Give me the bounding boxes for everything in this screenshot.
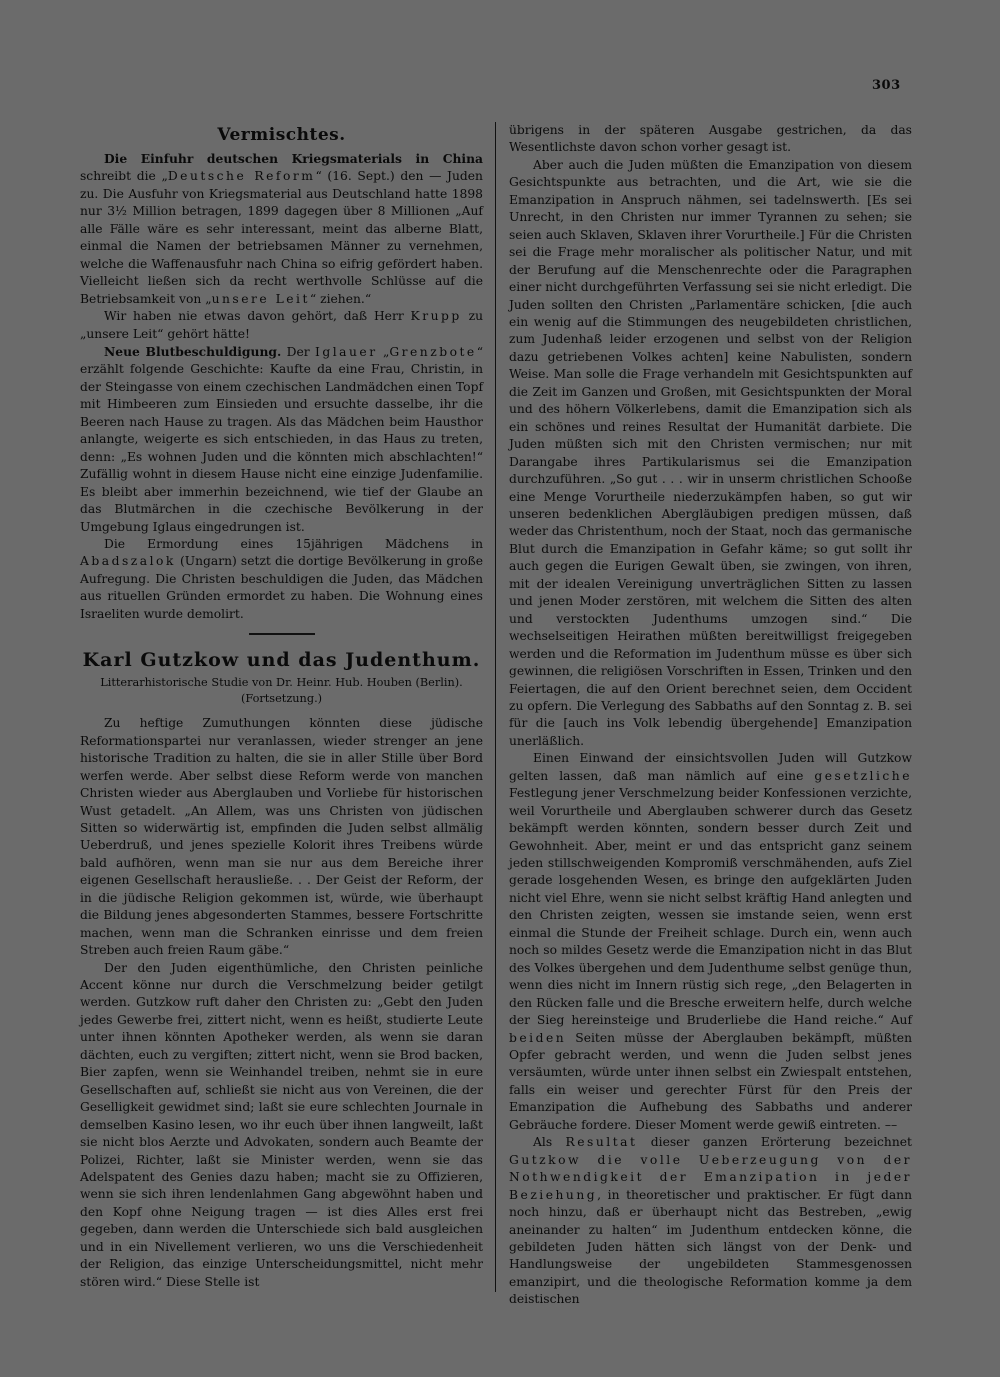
right-column <box>509 122 912 1309</box>
spaced-text: beiden <box>509 1030 567 1045</box>
paragraph-lead: Neue Blutbeschuldigung. <box>104 343 282 359</box>
text-run: (Ungarn) setzt die dortige Bevölkerung in große Aufregung. Die Christen beschuldigen die Juden, das Mädchen aus rituellen Gründen ermordet zu haben. Die Wohnung eines Israeliten wurde demolirt. <box>80 554 483 621</box>
text-run: Die Ermordung eines 15jährigen Mädchens in <box>104 536 483 551</box>
text-run: Seiten müsse der Aberglauben bekämpft, müßten Opfer gebracht werden, und wenn die Juden selbst jenes versäumten, würde unter ihnen selbst ein Zwiespalt entstehen, falls ein weiser und gerechter Fürst für den Preis der Emanzipation die Aufhebung des Sabbaths und anderer Gebräuche fordere. Dieser Moment werde gewiß eintreten. –– <box>509 1030 912 1132</box>
paragraph: Der den Juden eigenthümliche, den Christen peinliche Accent könne nur durch die Verschmelzung beider getilgt werden. Gutzkow ruft daher den Christen zu: „Gebt den Juden jedes Gewerbe frei, zittert nicht, wenn es heißt, studierte Leute unter ihnen könnten Apotheker werden, als wenn sie daran dächten, euch zu vergiften; zittert nicht, wenn sie Brod backen, Bier zapfen, wenn sie Weinhandel treiben, nehmt sie in eure Gesellschaften auf, schließt sie nicht aus von Vereinen, die der Geselligkeit gewidmet sind; laßt sie eure schlechten Journale in demselben Kasino lesen, wo ihr euch über ihnen langweilt, laßt sie nicht blos Aerzte und Advokaten, sondern auch Beamte der Polizei, Richter, laßt sie Minister werden, wenn sie das Adelspatent des Genies dazu haben; macht sie zu Offizieren, wenn sie sich ihren lendenlahmen Gang abgewöhnt haben und den Kopf ohne Neigung tragen — ist dies Alles erst frei gegeben, dann werden die Unterschiede sich bald ausgleichen und in ein Nivellement verlieren, wo uns die Verschiedenheit der Religion, das einzige Unterscheidungsmittel, nicht mehr stören wird.“ Diese Stelle ist <box>80 960 483 1289</box>
text-run: Als <box>533 1135 566 1150</box>
text-run: zu „unsere Leit“ gehört hätte! <box>80 309 483 341</box>
spaced-text: unsere Leit <box>211 291 310 306</box>
text-run: , in theoretischer und praktischer. Er fügt dann noch hinzu, daß er überhaupt nicht das Bestreben, „ewig aneinander zu halten“ im Judenthum entdecken könne, die gebildeten Juden hätten sich längst von der Denk- und Handlungsweise der ungebildeten Stammesgenossen emanzipirt, und die theologische Reformation komme ja dem deistischen <box>509 1187 912 1307</box>
text-run: Einen Einwand der einsichtsvollen Juden will Gutzkow gelten lassen, daß man nämlich auf eine <box>509 751 912 783</box>
paragraph-lead: Die Einfuhr deutschen Kriegsmaterials in China <box>104 151 483 166</box>
text-run: Festlegung jener Verschmelzung beider Konfessionen verzichte, weil Vorurtheile und Aberglauben schwerer durch das Gesetz bekämpft werden könnten, sondern besser durch Zeit und Gewohnheit. Aber, meint er und das entspricht ganz seinem jeden stillschweigenden Kompromiß verschmähenden, aufs Ziel gerade losgehenden Wesen, es bringe den aufgeklärten Juden nicht viel Ehre, wenn sie nicht selbst kräftig Hand anlegten und den Christen zeigten, wessen sie imstande seien, wenn erst einmal die Stunde der Freiheit schlage. Durch ein, wenn auch noch so mildes Gesetz werde die Emanzipation nicht in das Blut des Volkes übergehen und dem Judenthume selbst genüge thun, wenn dies nicht im Innern rüstig sich rege, „den Belagerten in den Rücken falle und die Bresche erweitern helfe, durch welche der Sieg hereinsteige und Bruderliebe die Hand reiche.“ Auf <box>509 786 912 1028</box>
spaced-text: Grenzbote <box>389 344 477 359</box>
paragraph <box>80 150 483 308</box>
spaced-text: Iglauer <box>315 344 378 359</box>
page-number: 303 <box>872 78 901 93</box>
column-rule <box>495 122 496 1292</box>
article-continuation: (Fortsetzung.) <box>240 692 323 706</box>
text-run: „ <box>377 344 390 359</box>
paragraph: Aber auch die Juden müßten die Emanzipation von diesem Gesichtspunkte aus betrachten, und die Art, wie sie die Emanzipation in Anspruch nähmen, sei tadelnswerth. [Es sei Unrecht, in den Christen nur immer Tyrannen zu sehen; sie seien auch Sklaven, Sklaven ihrer Vorurtheile.] Für die Christen sei die Frage mehr moralischer als politischer Natur, und mit der Berufung auf die Menschenrechte oder die Paragraphen einer nicht durchgeführten Verfassung sei sie nicht erledigt. Die Juden sollten den Christen „Parlamentäre schicken, [die auch ein wenig auf die Stimmungen des neugebildeten christlichen, zum Judenhaß leider erzogenen und selbst von der Religion dazu getriebenen Volkes achten] keine Nabulisten, sondern Weise. Man solle die Frage verhandeln mit Gesichtspunkten auf die Zeit im Ganzen und Großen, mit Gesichtspunkten der Moral und des höhern Völkerlebens, damit die Emanzipation sich als ein schönes und reines Resultat der Humanität darbiete. Die Juden müßten sich mit den Christen vermischen; nur mit Darangabe ihres Partikularismus sei die Emanzipation durchzuführen. „So gut . . . wir in unserm christlichen Schooße eine Menge Vorurtheile niederzukämpfen haben, so gut wir unseren bedenklichen Abergläubigen predigen müssen, daß weder das Christenthum, noch der Staat, noch das germanische Blut durch die Emanzipation in Gefahr käme; so gut sollt ihr auch gegen die Eurigen Gewalt üben, sie zwingen, von ihren, mit der idealen Vereinigung unverträglichen Sitten zu lassen und jenen Moder zerstören, mit welchem die Sitten des alten und verstockten Judenthums umzogen sind.“ Die wechselseitigen Heirathen müßten bereitwilligst freigegeben werden und die Reformation im Judenthum müsse es über sich gewinnen, die religiösen Vorschriften in Essen, Trinken und den Feiertagen, die auf den Orient berechnet seien, dem Occident zu opfern. Die Verlegung des Sabbaths auf den Sonntag z. B. sei für die [auch ins Volk lebendig übergehende] Emanzipation unerläßlich. <box>509 157 912 748</box>
paragraph: übrigens in der späteren Ausgabe gestrichen, da das Wesentlichste davon schon vorher gesagt ist. <box>509 123 912 155</box>
paragraph <box>80 308 483 343</box>
paragraph <box>509 750 912 1134</box>
spaced-text: Resultat <box>565 1135 638 1150</box>
spaced-text: Gutzkow die volle Ueberzeugung von der Nothwendigkeit der Emanzipation in jeder Beziehung <box>509 1152 912 1202</box>
left-column <box>80 122 483 1291</box>
text-run: “ (16. Sept.) den — Juden zu. Die Ausfuhr von Kriegsmaterial aus Deutschland hatte 1898 nur 3½ Million betragen, 1899 dagegen über 8 Millionen „Auf alle Fälle wäre es sehr interessant, meint das alberne Blatt, einmal die Namen der betriebsamen Männer zu vernehmen, welche die Waffenausfuhr nach China so eifrig gefördert haben. Vielleicht ließen sich da recht werthvolle Schlüsse auf die Betriebsamkeit von „ <box>80 169 483 306</box>
paragraph <box>80 343 483 536</box>
paragraph <box>509 1134 912 1309</box>
paragraph: Zu heftige Zumuthungen könnten diese jüdische Reformationspartei nur veranlassen, wieder strenger an jene historische Tradition zu halten, die sie in aller Stille über Bord werfen werde. Aber selbst diese Reform werde von manchen Christen wieder aus Aberglauben und Vorliebe für historischen Wust getadelt. „An Allem, was uns Christen von jüdischen Sitten so widerwärtig ist, empfinden die Juden selbst allmälig Ueberdruß, und jenes spezielle Kolorit ihres Treibens würde bald aufhören, wenn man sie nur aus dem Bereiche ihrer eigenen Gesellschaft herausließe. . . Der Geist der Reform, der in die jüdische Religion gekommen ist, würde, wie überhaupt die Bildung jenes abgesonderten Stammes, bessere Fortschritte machen, wenn man die Schranken einrisse und dem freien Streben auch freien Raum gäbe.“ <box>80 716 483 958</box>
article-title: Karl Gutzkow und das Judenthum. <box>82 649 481 672</box>
text-run: schreibt die „ <box>80 169 168 184</box>
section-title-vermischtes: Vermischtes. <box>217 125 346 145</box>
text-run: “ ziehen.“ <box>309 291 372 306</box>
section-divider <box>249 633 315 635</box>
text-run: “ erzählt folgende Geschichte: Kaufte da eine Frau, Christin, in der Steingasse von einem czechischen Landmädchen einen Topf mit Himbeeren zum Einsieden und ersuchte dasselbe, ihr die Beeren nach Hause zu tragen. Als das Mädchen beim Hausthor anlangte, weigerte es sich entschieden, in das Haus zu treten, denn: „Es wohnen Juden und die könnten mich abschlachten!“ Zufällig wohnt in diesem Hause nicht eine einzige Judenfamilie. Es bleibt aber immerhin bezeichnend, wie tief der Glaube an das Blutmärchen in die czechische Bevölkerung in der Umgebung Iglaus eingedrungen ist. <box>80 344 483 534</box>
spaced-text: Abadszalok <box>80 554 176 569</box>
text-run: Wir haben nie etwas davon gehört, daß Herr <box>104 309 411 324</box>
spaced-text: gesetzliche <box>814 768 912 783</box>
spaced-text: Krupp <box>410 309 462 324</box>
text-run: Der <box>281 344 316 359</box>
article-subtitle: Litterarhistorische Studie von Dr. Heinr. Hub. Houben (Berlin). <box>100 676 463 690</box>
spaced-text: Deutsche Reform <box>167 169 316 184</box>
text-run: dieser ganzen Erörterung bezeichnet <box>637 1135 912 1150</box>
paragraph <box>80 536 483 623</box>
